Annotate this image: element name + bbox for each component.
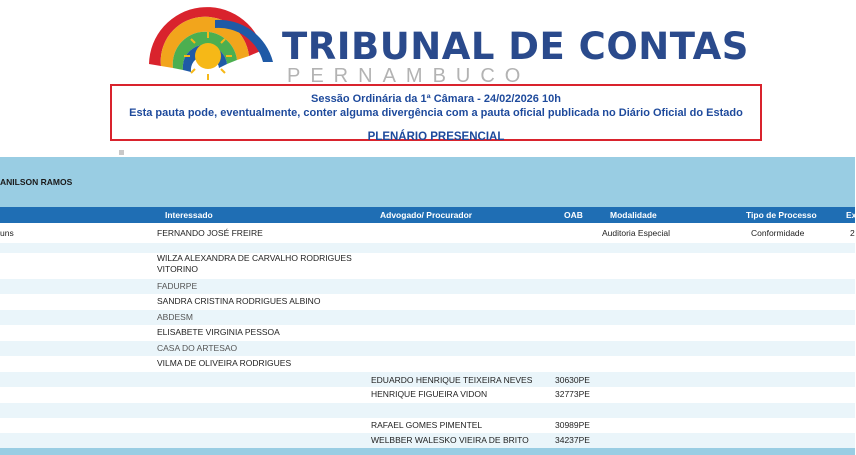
interessado-cell: FERNANDO JOSÉ FREIRE xyxy=(157,228,263,238)
anchor-marker xyxy=(119,150,124,155)
rainbow-sun-emblem-icon xyxy=(145,14,275,76)
modalidade-cell: Auditoria Especial xyxy=(602,228,671,238)
interessado-cell: VILMA DE OLIVEIRA RODRIGUES xyxy=(157,358,292,368)
interessado-cell: CASA DO ARTESAO xyxy=(157,343,238,353)
tipo-cell: Conformidade xyxy=(751,228,805,238)
col-oab: OAB xyxy=(564,210,583,220)
table-row xyxy=(0,387,855,403)
table-row xyxy=(0,418,855,433)
advogado-cell: HENRIQUE FIGUEIRA VIDON xyxy=(371,389,488,399)
next-section-band xyxy=(0,448,855,455)
table-header xyxy=(0,207,855,223)
interessado-cell: WILZA ALEXANDRA DE CARVALHO RODRIGUES VITORINO xyxy=(157,253,352,274)
table-row xyxy=(0,223,855,243)
advogado-cell: WELBBER WALESKO VIEIRA DE BRITO xyxy=(371,435,529,445)
oab-cell: 34237PE xyxy=(555,435,590,445)
session-title: Sessão Ordinária da 1ª Câmara - 24/02/2026 10h xyxy=(311,93,561,105)
table-row xyxy=(0,310,855,325)
session-mode: PLENÁRIO PRESENCIAL xyxy=(367,131,505,143)
table-row xyxy=(0,372,855,387)
table-row-spacer xyxy=(0,243,855,253)
table-row xyxy=(0,279,855,294)
interessado-cell: ABDESM xyxy=(157,312,193,322)
interessado-cell: FADURPE xyxy=(157,281,198,291)
table-row xyxy=(0,356,855,372)
table-row xyxy=(0,403,855,418)
tce-logo xyxy=(145,14,749,87)
ex-cell: 2 xyxy=(850,228,855,238)
col-advogado: Advogado/ Procurador xyxy=(380,210,473,220)
relator-name: ANILSON RAMOS xyxy=(0,177,73,187)
row-left-cell: uns xyxy=(0,228,14,238)
org-name: TRIBUNAL DE CONTAS xyxy=(282,25,749,68)
interessado-cell: SANDRA CRISTINA RODRIGUES ALBINO xyxy=(157,296,321,306)
table-row xyxy=(0,325,855,341)
org-subtitle: PERNAMBUCO xyxy=(287,65,531,87)
table-row xyxy=(0,433,855,448)
oab-cell: 30630PE xyxy=(555,375,590,385)
disclaimer-text: Esta pauta pode, eventualmente, conter alguma divergência com a pauta oficial publicada no Diário Oficial do Estado xyxy=(129,107,743,119)
interessado-cell: ELISABETE VIRGINIA PESSOA xyxy=(157,327,280,337)
col-tipo-processo: Tipo de Processo xyxy=(746,210,817,220)
col-modalidade: Modalidade xyxy=(610,210,657,220)
advogado-cell: RAFAEL GOMES PIMENTEL xyxy=(371,420,483,430)
table-row xyxy=(0,253,855,279)
oab-cell: 30989PE xyxy=(555,420,590,430)
col-ex: Ex xyxy=(846,210,856,220)
session-notice xyxy=(110,84,762,141)
table-body xyxy=(0,223,855,448)
col-interessado: Interessado xyxy=(165,210,213,220)
table-row xyxy=(0,341,855,356)
oab-cell: 32773PE xyxy=(555,389,590,399)
table-row xyxy=(0,294,855,310)
advogado-cell: EDUARDO HENRIQUE TEIXEIRA NEVES xyxy=(371,375,533,385)
relator-band xyxy=(0,157,855,207)
